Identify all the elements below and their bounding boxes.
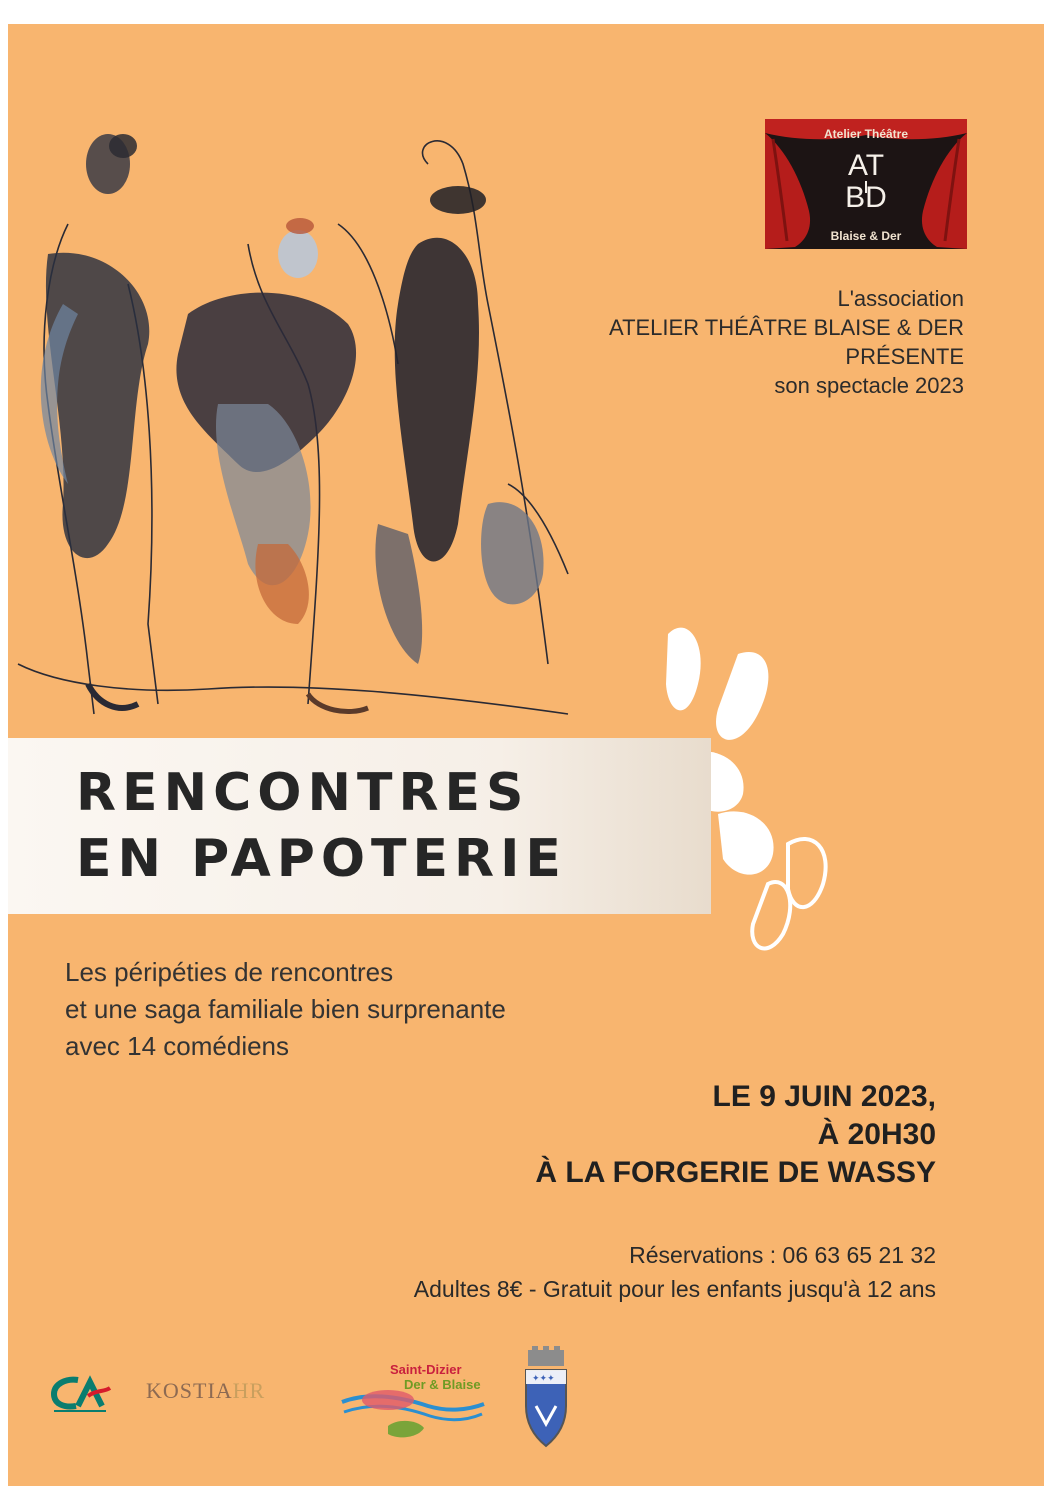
event-venue: À LA FORGERIE DE WASSY (535, 1156, 936, 1189)
saint-dizier-der-blaise-logo (338, 1362, 488, 1444)
show-title-line: EN PAPOTERIE (76, 829, 567, 889)
presenter-line: PRÉSENTE (845, 344, 964, 369)
logo-monogram-top: AT (847, 149, 885, 182)
logo-monogram-bottom: BD (845, 181, 887, 214)
description-line: Les péripéties de rencontres (65, 957, 394, 987)
show-title-line: RENCONTRES (76, 763, 530, 823)
ticket-prices: Adultes 8€ - Gratuit pour les enfants jusqu'à 12 ans (413, 1276, 936, 1302)
der-blaise-text: Der & Blaise (404, 1377, 481, 1392)
logo-top-text: Atelier Théâtre (823, 127, 909, 141)
poster (8, 24, 1044, 1486)
show-description (65, 954, 685, 1065)
presenter-block (544, 284, 964, 400)
kostia-name: KOSTIA (146, 1378, 233, 1403)
reservation-phone: Réservations : 06 63 65 21 32 (629, 1242, 936, 1268)
booking-info (116, 1238, 936, 1306)
kostia-suffix: HR (232, 1378, 266, 1403)
presenter-line: L'association (837, 286, 964, 311)
event-details (376, 1078, 936, 1192)
description-line: avec 14 comédiens (65, 1031, 290, 1061)
kostia-hr-logo (146, 1378, 265, 1404)
credit-agricole-logo (48, 1374, 112, 1414)
description-line: et une saga familiale bien surprenante (65, 994, 506, 1024)
event-time: À 20H30 (817, 1118, 936, 1151)
logo-bottom-text: Blaise & Der (830, 229, 902, 243)
watercolor-figures-illustration (8, 104, 608, 724)
atelier-theatre-logo (765, 119, 967, 249)
presenter-line: ATELIER THÉÂTRE BLAISE & DER (609, 315, 964, 340)
svg-text:✦✦✦: ✦✦✦ (532, 1374, 555, 1384)
wassy-coat-of-arms-icon (520, 1346, 572, 1450)
saint-dizier-text: Saint-Dizier (390, 1362, 462, 1377)
presenter-line: son spectacle 2023 (774, 373, 964, 398)
show-title (76, 760, 567, 892)
event-date: LE 9 JUIN 2023, (712, 1080, 936, 1113)
